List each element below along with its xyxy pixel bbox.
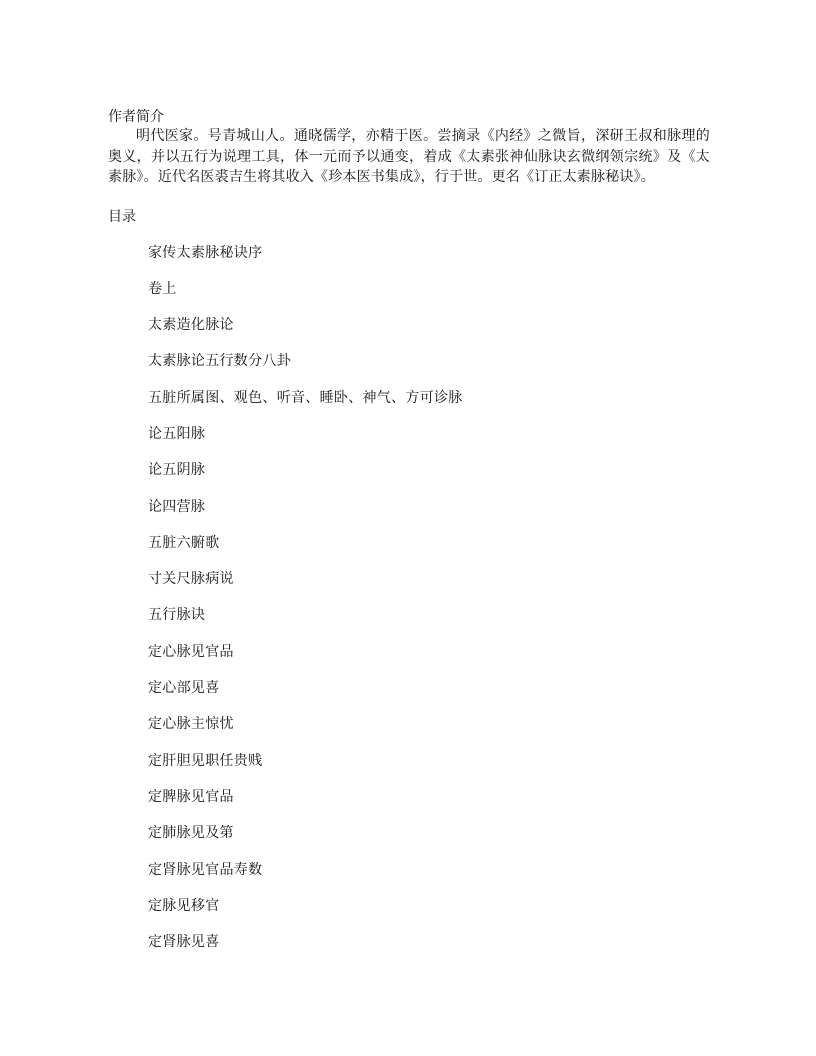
toc-item: 五脏所属图、观色、听音、睡卧、神气、方可诊脉: [148, 389, 463, 406]
toc-item: 定脾脉见官品: [148, 788, 234, 805]
toc-item: 太素造化脉论: [148, 317, 234, 334]
toc-item: 定心部见喜: [148, 680, 220, 697]
toc-list: [108, 244, 710, 970]
toc-item: 定脉见移官: [148, 897, 220, 914]
toc-item: 五脏六腑歌: [148, 534, 220, 551]
toc-item: 论四营脉: [148, 498, 206, 515]
toc-item: 太素脉论五行数分八卦: [148, 353, 291, 370]
toc-item: 定心脉见官品: [148, 643, 234, 660]
toc-item: 五行脉诀: [148, 607, 206, 624]
toc-item: 论五阳脉: [148, 425, 206, 442]
author-intro-paragraph: 明代医家。号青城山人。通晓儒学，亦精于医。尝摘录《内经》之微旨，深研王叔和脉理的奥义，并以五行为说理工具，体一元而予以通变，着成《太素张神仙脉诀玄微纲领宗统》及《太素脉》。近代名医裘吉生将其收入《珍本医书集成》，行于世。更名《订正太素脉秘诀》。: [108, 128, 710, 185]
toc-heading: 目录: [108, 208, 136, 225]
toc-item: 寸关尺脉病说: [148, 571, 234, 588]
author-intro-heading: 作者简介: [108, 109, 164, 125]
document-page: [108, 108, 710, 969]
toc-item: 定肾脉见官品寿数: [148, 861, 263, 878]
toc-item: 家传太素脉秘诀序: [148, 244, 263, 261]
toc-item: 卷上: [148, 280, 177, 297]
toc-item: 定肺脉见及第: [148, 825, 234, 842]
toc-item: 定肾脉见喜: [148, 934, 220, 951]
toc-item: 定肝胆见职任贵贱: [148, 752, 263, 769]
toc-item: 论五阴脉: [148, 462, 206, 479]
toc-item: 定心脉主惊忧: [148, 716, 234, 733]
